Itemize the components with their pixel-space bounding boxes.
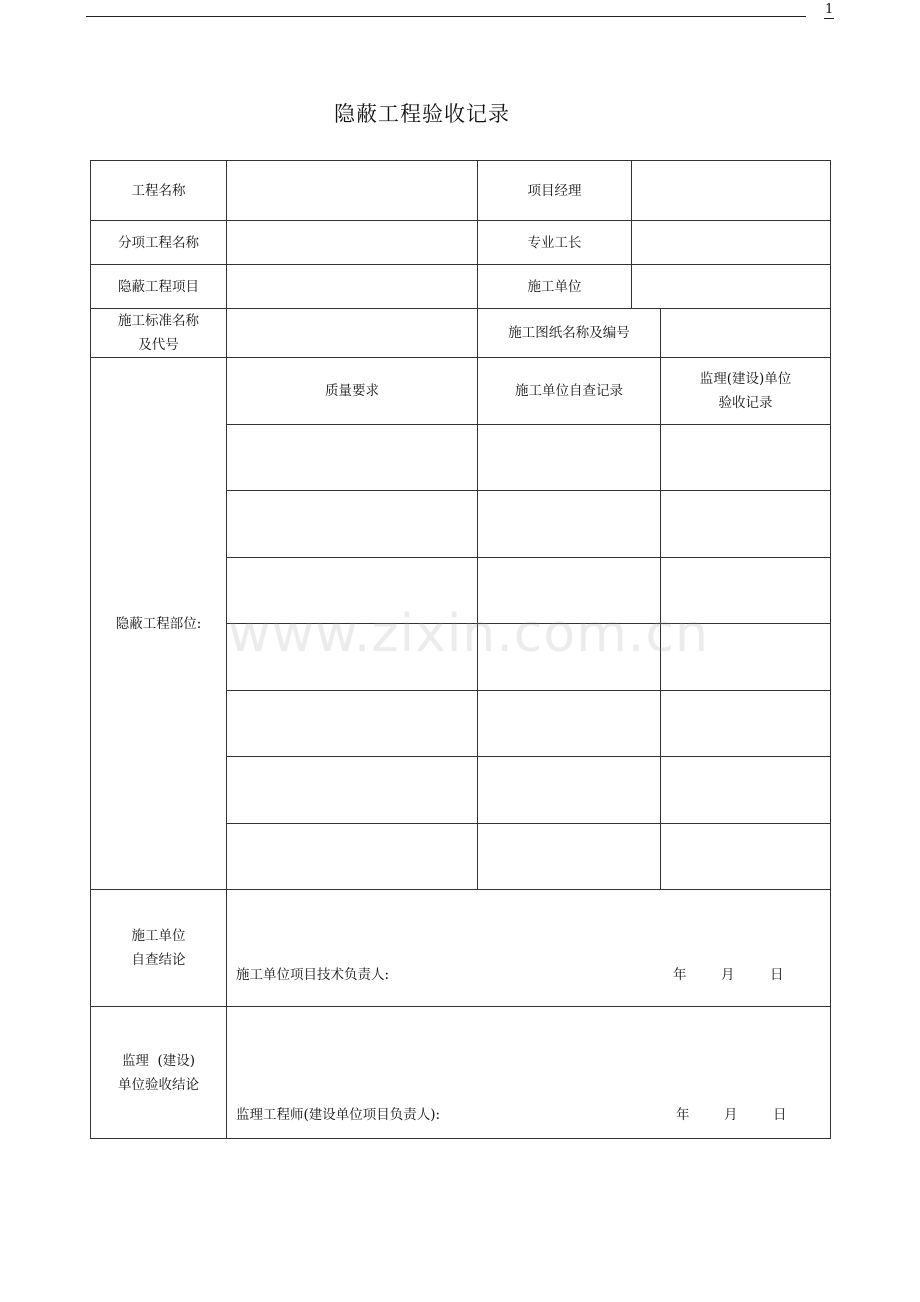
inspection-cell[interactable]	[478, 425, 660, 490]
supervision-conclusion-year: 年	[676, 1107, 690, 1123]
watermark: www.zixin.com.cn	[228, 604, 709, 664]
inspection-cell[interactable]	[478, 558, 660, 623]
self-conclusion-label	[91, 890, 226, 1006]
inspection-cell[interactable]	[227, 558, 477, 623]
foreman-field[interactable]	[632, 221, 830, 264]
sub-project-field[interactable]	[227, 221, 477, 264]
inspection-cell[interactable]	[661, 824, 830, 889]
inspection-cell[interactable]	[227, 624, 477, 690]
drawing-field[interactable]	[661, 309, 830, 357]
project-name-field[interactable]	[227, 161, 477, 220]
hidden-location-label: 隐蔽工程部位:	[115, 615, 202, 632]
standard-label-line1: 施工标准名称	[118, 313, 199, 329]
supervision-conclusion-line2: 单位验收结论	[118, 1076, 199, 1093]
col-quality-header: 质量要求	[325, 383, 379, 399]
inspection-cell[interactable]	[478, 691, 660, 756]
inspection-cell[interactable]	[661, 757, 830, 823]
inspection-cell[interactable]	[478, 491, 660, 557]
self-conclusion-signer: 施工单位项目技术负责人:	[236, 967, 390, 983]
supervision-conclusion-line1: 监理 (建设)	[121, 1052, 196, 1069]
inspection-cell[interactable]	[661, 624, 830, 690]
sub-project-label: 分项工程名称	[118, 234, 199, 251]
hidden-item-field[interactable]	[227, 265, 477, 308]
self-conclusion-field[interactable]	[227, 890, 830, 1006]
construction-unit-label: 施工单位	[527, 278, 582, 295]
standard-field[interactable]	[227, 309, 477, 357]
foreman-label: 专业工长	[527, 234, 582, 251]
inspection-cell[interactable]	[227, 425, 477, 490]
inspection-cell[interactable]	[227, 824, 477, 889]
col-supervision-line2: 验收记录	[718, 395, 773, 411]
construction-unit-field[interactable]	[632, 265, 830, 308]
inspection-cell[interactable]	[227, 491, 477, 557]
inspection-cell[interactable]	[227, 757, 477, 823]
standard-label	[91, 309, 226, 357]
col-self-check-header: 施工单位自查记录	[515, 383, 623, 399]
inspection-cell[interactable]	[227, 691, 477, 756]
col-supervision-header	[661, 358, 830, 424]
project-manager-field[interactable]	[632, 161, 830, 220]
self-conclusion-line2: 自查结论	[131, 952, 186, 968]
self-conclusion-year: 年	[673, 967, 687, 983]
supervision-conclusion-signer: 监理工程师(建设单位项目负责人):	[236, 1107, 441, 1123]
self-conclusion-day: 日	[770, 967, 784, 983]
inspection-cell[interactable]	[478, 624, 660, 690]
supervision-conclusion-label	[91, 1007, 226, 1138]
page-number: 1	[825, 2, 834, 17]
project-manager-label: 项目经理	[527, 182, 582, 199]
project-name-label: 工程名称	[131, 182, 186, 199]
supervision-conclusion-month: 月	[724, 1107, 738, 1123]
self-conclusion-month: 月	[721, 967, 735, 983]
drawing-label: 施工图纸名称及编号	[508, 325, 630, 341]
col-supervision-line1: 监理(建设)单位	[699, 371, 792, 387]
supervision-conclusion-day: 日	[773, 1107, 787, 1123]
standard-label-line2: 及代号	[138, 337, 179, 353]
self-conclusion-line1: 施工单位	[131, 928, 186, 944]
inspection-cell[interactable]	[478, 757, 660, 823]
page-title: 隐蔽工程验收记录	[334, 102, 510, 126]
inspection-cell[interactable]	[661, 491, 830, 557]
inspection-cell[interactable]	[661, 558, 830, 623]
inspection-cell[interactable]	[661, 425, 830, 490]
inspection-cell[interactable]	[478, 824, 660, 889]
inspection-cell[interactable]	[661, 691, 830, 756]
hidden-item-label: 隐蔽工程项目	[118, 278, 199, 295]
